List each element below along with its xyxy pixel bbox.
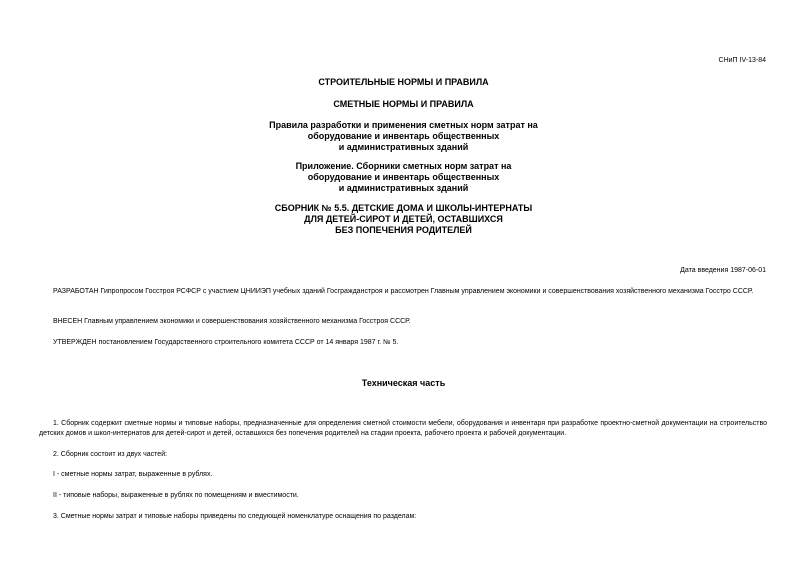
rules-title-line: и административных зданий — [338, 142, 469, 152]
technical-paragraph: 1. Сборник содержит сметные нормы и типовые наборы, предназначенные для определения сметной стоимости мебели, оборудования и инвентаря при разработке проектно-сметной документации на строительство детских домов и школ-интернатов для детей-сирот и детей, оставшихся без попечения родителей на стадии проекта, рабочего проекта и рабочей документации. — [39, 420, 767, 437]
effective-date: Дата введения 1987-06-01 — [680, 267, 766, 274]
collection-title-line: ДЛЯ ДЕТЕЙ-СИРОТ И ДЕТЕЙ, ОСТАВШИХСЯ — [304, 214, 503, 224]
rules-title — [0, 120, 807, 153]
technical-paragraph: 3. Сметные нормы затрат и типовые наборы приведены по следующей номенклатуре оснащения по разделам: — [53, 513, 417, 520]
appendix-title-line: оборудование и инвентарь общественных — [307, 172, 500, 182]
document-code: СНиП IV-13-84 — [718, 57, 766, 64]
technical-paragraph: I - сметные нормы затрат, выраженные в рублях. — [53, 471, 213, 478]
section-heading: Техническая часть — [361, 378, 446, 388]
collection-title-line: БЕЗ ПОПЕЧЕНИЯ РОДИТЕЛЕЙ — [335, 225, 472, 235]
rules-title-line: оборудование и инвентарь общественных — [307, 131, 500, 141]
main-title — [0, 77, 807, 88]
technical-paragraph: 2. Сборник состоит из двух частей: — [53, 451, 168, 458]
collection-title — [0, 203, 807, 236]
subtitle-text: СМЕТНЫЕ НОРМЫ И ПРАВИЛА — [333, 99, 474, 109]
introduced-by-paragraph: ВНЕСЕН Главным управлением экономики и совершенствования хозяйственного механизма Госстроя СССР. — [53, 318, 411, 325]
rules-title-line: Правила разработки и применения сметных норм затрат на — [269, 120, 538, 130]
appendix-title-line: и административных зданий — [338, 183, 469, 193]
main-title-text: СТРОИТЕЛЬНЫЕ НОРМЫ И ПРАВИЛА — [318, 77, 489, 87]
approved-by-paragraph: УТВЕРЖДЕН постановлением Государственного строительного комитета СССР от 14 января 1987 г. № 5. — [53, 339, 399, 346]
appendix-title — [0, 161, 807, 194]
technical-paragraph: II - типовые наборы, выраженные в рублях по помещениям и вместимости. — [53, 492, 299, 499]
developed-by-paragraph: РАЗРАБОТАН Гипропросом Госстроя РСФСР с участием ЦНИИЭП учебных зданий Госгражданстроя и рассмотрен Главным управлением экономики и совершенствования хозяйственного механизма Госстро СССР. — [53, 288, 754, 295]
appendix-title-line: Приложение. Сборники сметных норм затрат на — [295, 161, 512, 171]
collection-title-line: СБОРНИК № 5.5. ДЕТСКИЕ ДОМА И ШКОЛЫ-ИНТЕРНАТЫ — [274, 203, 533, 213]
subtitle — [0, 99, 807, 110]
